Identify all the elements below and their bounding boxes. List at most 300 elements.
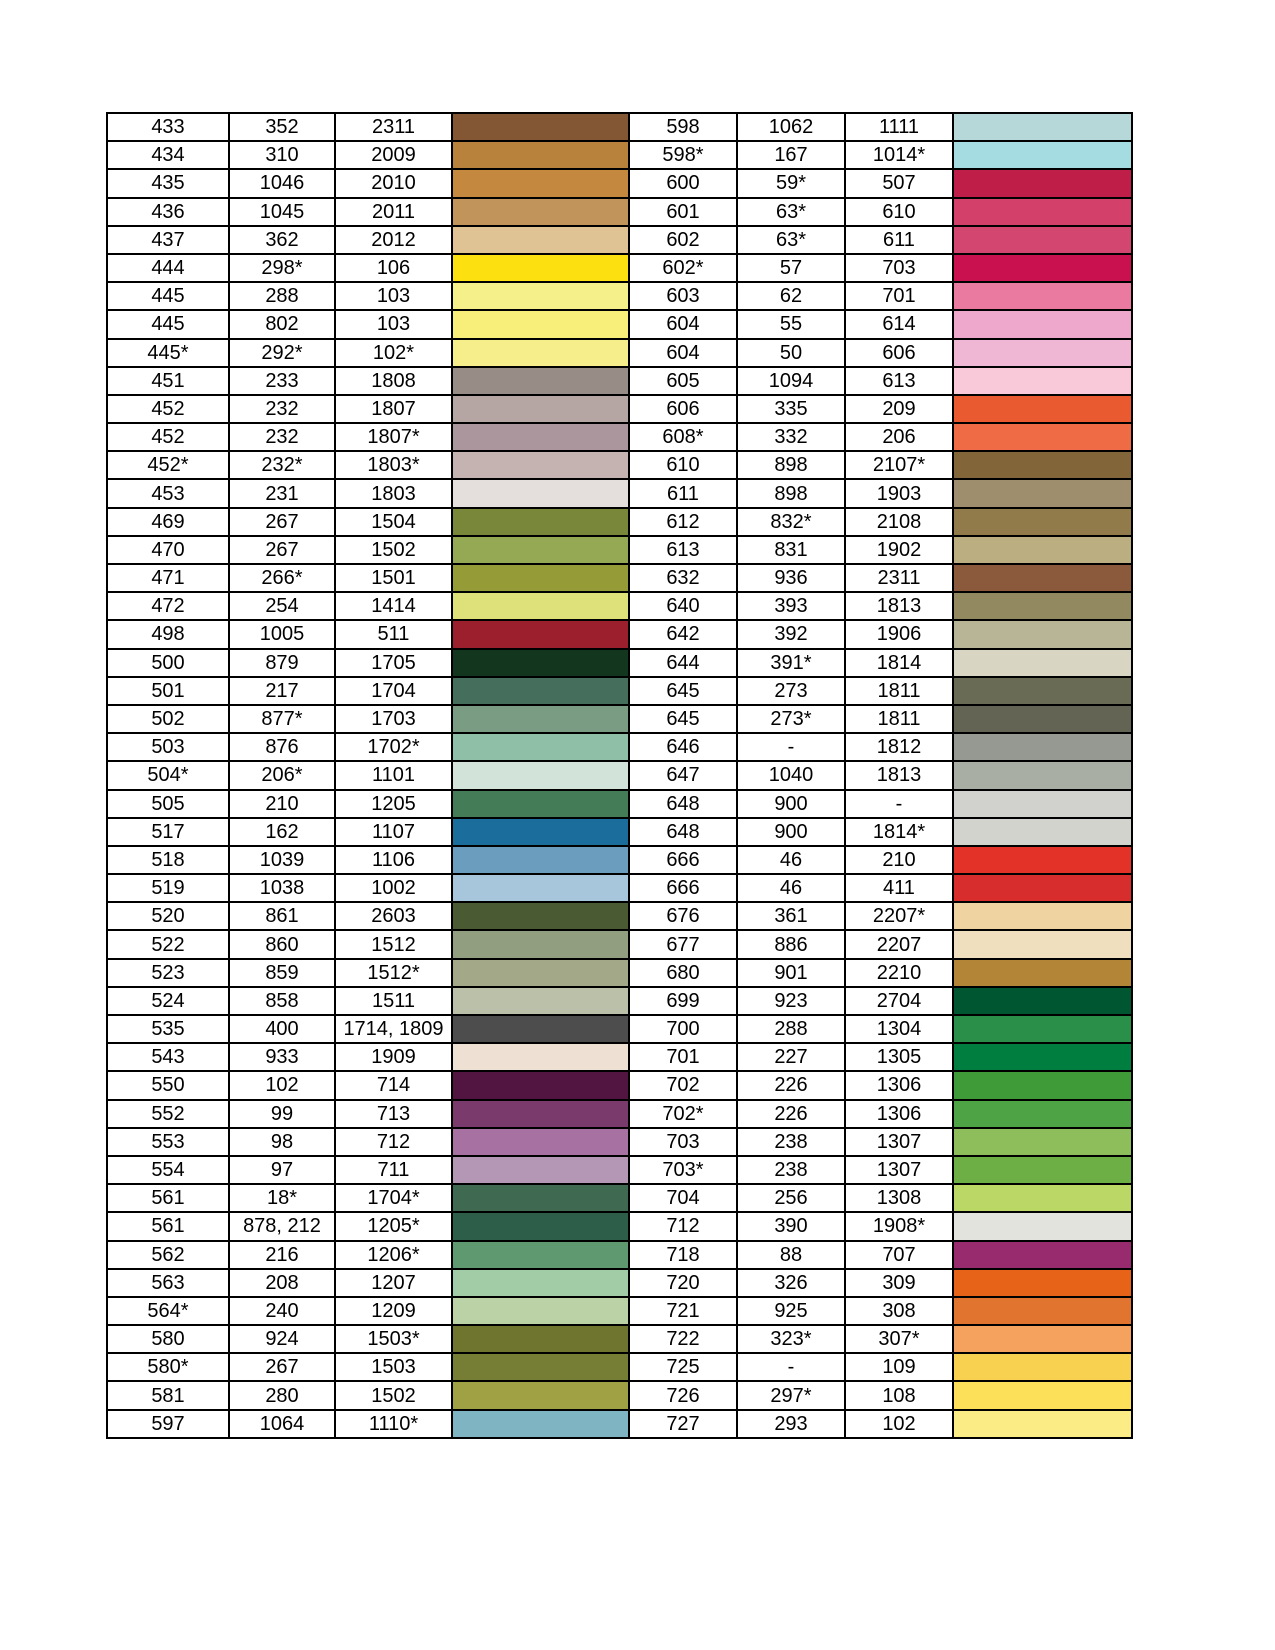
code-cell: 1902	[845, 536, 953, 564]
color-swatch	[452, 479, 629, 507]
code-cell: 1803	[335, 479, 452, 507]
code-cell: 238	[737, 1128, 845, 1156]
code-cell: 400	[229, 1015, 335, 1043]
code-cell: 802	[229, 310, 335, 338]
code-cell: 2009	[335, 141, 452, 169]
color-swatch	[452, 198, 629, 226]
code-cell: 901	[737, 959, 845, 987]
table-row	[107, 254, 1132, 282]
color-swatch	[953, 451, 1132, 479]
code-cell: 46	[737, 846, 845, 874]
code-cell: 501	[107, 677, 229, 705]
code-cell: 452	[107, 395, 229, 423]
code-cell: 452	[107, 423, 229, 451]
table-row	[107, 141, 1132, 169]
code-cell: 1504	[335, 508, 452, 536]
color-swatch	[953, 1410, 1132, 1438]
table-row	[107, 198, 1132, 226]
table-row	[107, 620, 1132, 648]
table-row	[107, 423, 1132, 451]
color-swatch	[953, 959, 1132, 987]
code-cell: 859	[229, 959, 335, 987]
code-cell: 1906	[845, 620, 953, 648]
table-row	[107, 310, 1132, 338]
table-row	[107, 226, 1132, 254]
code-cell: 518	[107, 846, 229, 874]
code-cell: 1205*	[335, 1212, 452, 1240]
code-cell: 898	[737, 451, 845, 479]
code-cell: 288	[737, 1015, 845, 1043]
code-cell: 59*	[737, 169, 845, 197]
code-cell: 1206*	[335, 1241, 452, 1269]
code-cell: 217	[229, 677, 335, 705]
code-cell: 933	[229, 1043, 335, 1071]
code-cell: 2704	[845, 987, 953, 1015]
code-cell: 2107*	[845, 451, 953, 479]
code-cell: 50	[737, 339, 845, 367]
table-row	[107, 930, 1132, 958]
code-cell: 226	[737, 1071, 845, 1099]
color-swatch	[452, 1015, 629, 1043]
code-cell: 310	[229, 141, 335, 169]
table-row	[107, 339, 1132, 367]
color-swatch	[452, 959, 629, 987]
code-cell: 435	[107, 169, 229, 197]
code-cell: 1702*	[335, 733, 452, 761]
code-cell: 713	[335, 1100, 452, 1128]
code-cell: 523	[107, 959, 229, 987]
code-cell: 1094	[737, 367, 845, 395]
color-swatch	[953, 1297, 1132, 1325]
code-cell: 645	[629, 677, 737, 705]
code-cell: 1107	[335, 818, 452, 846]
code-cell: 612	[629, 508, 737, 536]
code-cell: 2603	[335, 902, 452, 930]
code-cell: 564*	[107, 1297, 229, 1325]
code-cell: 1705	[335, 649, 452, 677]
code-cell: 434	[107, 141, 229, 169]
code-cell: 831	[737, 536, 845, 564]
code-cell: 1813	[845, 761, 953, 789]
code-cell: 610	[845, 198, 953, 226]
table-row	[107, 113, 1132, 141]
code-cell: 517	[107, 818, 229, 846]
code-cell: 1502	[335, 1381, 452, 1409]
color-swatch	[452, 451, 629, 479]
color-swatch	[953, 508, 1132, 536]
table-row	[107, 1241, 1132, 1269]
table-row	[107, 1269, 1132, 1297]
code-cell: 1110*	[335, 1410, 452, 1438]
code-cell: 886	[737, 930, 845, 958]
code-cell: 1101	[335, 761, 452, 789]
code-cell: 451	[107, 367, 229, 395]
color-swatch	[452, 169, 629, 197]
code-cell: 676	[629, 902, 737, 930]
color-swatch	[953, 1241, 1132, 1269]
code-cell: 309	[845, 1269, 953, 1297]
color-swatch	[953, 649, 1132, 677]
color-swatch	[953, 1128, 1132, 1156]
code-cell: 1803*	[335, 451, 452, 479]
code-cell: 535	[107, 1015, 229, 1043]
color-swatch	[953, 930, 1132, 958]
color-swatch	[452, 987, 629, 1015]
code-cell: 606	[629, 395, 737, 423]
code-cell: 603	[629, 282, 737, 310]
code-cell: 645	[629, 705, 737, 733]
code-cell: 108	[845, 1381, 953, 1409]
code-cell: 307*	[845, 1325, 953, 1353]
code-cell: 936	[737, 564, 845, 592]
code-cell: 543	[107, 1043, 229, 1071]
code-cell: 1306	[845, 1100, 953, 1128]
code-cell: 361	[737, 902, 845, 930]
table-row	[107, 1297, 1132, 1325]
color-swatch	[452, 1353, 629, 1381]
code-cell: 858	[229, 987, 335, 1015]
table-row	[107, 761, 1132, 789]
table-row	[107, 677, 1132, 705]
code-cell: 878, 212	[229, 1212, 335, 1240]
code-cell: 280	[229, 1381, 335, 1409]
color-swatch	[953, 282, 1132, 310]
code-cell: 504*	[107, 761, 229, 789]
color-swatch	[953, 846, 1132, 874]
code-cell: 1307	[845, 1128, 953, 1156]
code-cell: 550	[107, 1071, 229, 1099]
color-swatch	[452, 564, 629, 592]
table-row	[107, 282, 1132, 310]
code-cell: 602*	[629, 254, 737, 282]
code-cell: 391*	[737, 649, 845, 677]
code-cell: 721	[629, 1297, 737, 1325]
color-swatch	[953, 818, 1132, 846]
code-cell: 1808	[335, 367, 452, 395]
code-cell: 524	[107, 987, 229, 1015]
code-cell: 699	[629, 987, 737, 1015]
code-cell: 298*	[229, 254, 335, 282]
code-cell: 326	[737, 1269, 845, 1297]
code-cell: 703*	[629, 1156, 737, 1184]
table-row	[107, 1156, 1132, 1184]
code-cell: 103	[335, 282, 452, 310]
code-cell: 602	[629, 226, 737, 254]
code-cell: 642	[629, 620, 737, 648]
code-cell: 601	[629, 198, 737, 226]
color-swatch	[953, 1156, 1132, 1184]
code-cell: 900	[737, 818, 845, 846]
code-cell: 232	[229, 395, 335, 423]
code-cell: 606	[845, 339, 953, 367]
color-swatch	[452, 761, 629, 789]
code-cell: 99	[229, 1100, 335, 1128]
color-swatch	[953, 226, 1132, 254]
code-cell: 323*	[737, 1325, 845, 1353]
color-swatch	[452, 790, 629, 818]
code-cell: 712	[629, 1212, 737, 1240]
color-swatch	[452, 1269, 629, 1297]
code-cell: 507	[845, 169, 953, 197]
code-cell: 680	[629, 959, 737, 987]
table-row	[107, 1381, 1132, 1409]
color-swatch	[452, 592, 629, 620]
color-swatch	[452, 310, 629, 338]
code-cell: 1064	[229, 1410, 335, 1438]
code-cell: 208	[229, 1269, 335, 1297]
code-cell: 206*	[229, 761, 335, 789]
color-swatch	[953, 592, 1132, 620]
code-cell: 1014*	[845, 141, 953, 169]
table-row	[107, 1212, 1132, 1240]
color-swatch	[452, 620, 629, 648]
color-swatch	[953, 705, 1132, 733]
color-swatch	[953, 987, 1132, 1015]
code-cell: 452*	[107, 451, 229, 479]
color-swatch	[953, 423, 1132, 451]
code-cell: 1046	[229, 169, 335, 197]
code-cell: 240	[229, 1297, 335, 1325]
code-cell: 102	[229, 1071, 335, 1099]
color-swatch	[452, 649, 629, 677]
color-swatch	[953, 874, 1132, 902]
code-cell: 704	[629, 1184, 737, 1212]
table-row	[107, 592, 1132, 620]
code-cell: 646	[629, 733, 737, 761]
color-swatch	[953, 1353, 1132, 1381]
code-cell: 597	[107, 1410, 229, 1438]
color-swatch	[953, 113, 1132, 141]
code-cell: 1903	[845, 479, 953, 507]
table-row	[107, 451, 1132, 479]
code-cell: 437	[107, 226, 229, 254]
code-cell: 580	[107, 1325, 229, 1353]
color-swatch	[452, 367, 629, 395]
code-cell: 500	[107, 649, 229, 677]
code-cell: 1704	[335, 677, 452, 705]
table-row	[107, 1410, 1132, 1438]
code-cell: 722	[629, 1325, 737, 1353]
table-row	[107, 790, 1132, 818]
color-conversion-table	[106, 112, 1133, 1439]
code-cell: 1045	[229, 198, 335, 226]
code-cell: 445*	[107, 339, 229, 367]
color-swatch	[452, 141, 629, 169]
code-cell: 335	[737, 395, 845, 423]
code-cell: 57	[737, 254, 845, 282]
code-cell: 1038	[229, 874, 335, 902]
table-row	[107, 508, 1132, 536]
code-cell: 1207	[335, 1269, 452, 1297]
code-cell: 701	[629, 1043, 737, 1071]
color-swatch	[953, 1100, 1132, 1128]
code-cell: 232	[229, 423, 335, 451]
color-swatch	[452, 395, 629, 423]
table-row	[107, 1100, 1132, 1128]
code-cell: 703	[845, 254, 953, 282]
code-cell: 580*	[107, 1353, 229, 1381]
color-swatch	[953, 564, 1132, 592]
code-cell: 109	[845, 1353, 953, 1381]
color-swatch	[452, 226, 629, 254]
code-cell: 472	[107, 592, 229, 620]
code-cell: 267	[229, 508, 335, 536]
code-cell: 63*	[737, 226, 845, 254]
code-cell: 1503	[335, 1353, 452, 1381]
code-cell: 561	[107, 1184, 229, 1212]
code-cell: 562	[107, 1241, 229, 1269]
code-cell: 2207	[845, 930, 953, 958]
code-cell: 598	[629, 113, 737, 141]
code-cell: 726	[629, 1381, 737, 1409]
code-cell: 701	[845, 282, 953, 310]
table-row	[107, 1325, 1132, 1353]
color-swatch	[953, 367, 1132, 395]
code-cell: 444	[107, 254, 229, 282]
color-swatch	[452, 1381, 629, 1409]
code-cell: 445	[107, 282, 229, 310]
code-cell: 876	[229, 733, 335, 761]
color-swatch	[452, 846, 629, 874]
color-swatch	[953, 339, 1132, 367]
code-cell: 1308	[845, 1184, 953, 1212]
color-swatch	[452, 1297, 629, 1325]
code-cell: 614	[845, 310, 953, 338]
code-cell: 98	[229, 1128, 335, 1156]
color-swatch	[953, 198, 1132, 226]
table-row	[107, 846, 1132, 874]
color-swatch	[452, 874, 629, 902]
code-cell: 267	[229, 1353, 335, 1381]
code-cell: 103	[335, 310, 452, 338]
code-cell: 1106	[335, 846, 452, 874]
code-cell: 700	[629, 1015, 737, 1043]
code-cell: 206	[845, 423, 953, 451]
code-cell: 718	[629, 1241, 737, 1269]
code-cell: 711	[335, 1156, 452, 1184]
code-cell: 273	[737, 677, 845, 705]
color-swatch	[452, 930, 629, 958]
code-cell: 88	[737, 1241, 845, 1269]
code-cell: 97	[229, 1156, 335, 1184]
code-cell: 55	[737, 310, 845, 338]
color-swatch	[953, 1325, 1132, 1353]
table-row	[107, 1353, 1132, 1381]
code-cell: 2108	[845, 508, 953, 536]
code-cell: 227	[737, 1043, 845, 1071]
table-row	[107, 1184, 1132, 1212]
color-swatch	[953, 733, 1132, 761]
code-cell: 162	[229, 818, 335, 846]
code-cell: -	[737, 1353, 845, 1381]
code-cell: 2311	[845, 564, 953, 592]
color-swatch	[452, 536, 629, 564]
code-cell: 46	[737, 874, 845, 902]
table-row	[107, 818, 1132, 846]
code-cell: 167	[737, 141, 845, 169]
code-cell: 727	[629, 1410, 737, 1438]
code-cell: 352	[229, 113, 335, 141]
code-cell: 522	[107, 930, 229, 958]
code-cell: 1111	[845, 113, 953, 141]
color-swatch	[953, 1184, 1132, 1212]
code-cell: 308	[845, 1297, 953, 1325]
code-cell: 102*	[335, 339, 452, 367]
code-cell: 1039	[229, 846, 335, 874]
color-swatch	[953, 902, 1132, 930]
code-cell: 702*	[629, 1100, 737, 1128]
color-swatch	[452, 1043, 629, 1071]
code-cell: 554	[107, 1156, 229, 1184]
code-cell: 1502	[335, 536, 452, 564]
code-cell: 640	[629, 592, 737, 620]
code-cell: 610	[629, 451, 737, 479]
code-cell: 62	[737, 282, 845, 310]
color-swatch	[953, 677, 1132, 705]
code-cell: 18*	[229, 1184, 335, 1212]
table-row	[107, 367, 1132, 395]
table-row	[107, 649, 1132, 677]
color-swatch	[452, 1410, 629, 1438]
code-cell: 102	[845, 1410, 953, 1438]
code-cell: 393	[737, 592, 845, 620]
color-swatch	[452, 818, 629, 846]
code-cell: 233	[229, 367, 335, 395]
table-row	[107, 169, 1132, 197]
code-cell: 519	[107, 874, 229, 902]
color-swatch	[953, 395, 1132, 423]
code-cell: 293	[737, 1410, 845, 1438]
table-row	[107, 479, 1132, 507]
table-row	[107, 1015, 1132, 1043]
code-cell: 552	[107, 1100, 229, 1128]
code-cell: 1307	[845, 1156, 953, 1184]
color-swatch	[452, 113, 629, 141]
code-cell: 1807*	[335, 423, 452, 451]
code-cell: 605	[629, 367, 737, 395]
code-cell: 1812	[845, 733, 953, 761]
code-cell: 924	[229, 1325, 335, 1353]
code-cell: 1005	[229, 620, 335, 648]
code-cell: 1811	[845, 705, 953, 733]
code-cell: 1209	[335, 1297, 452, 1325]
color-swatch	[953, 141, 1132, 169]
code-cell: 1040	[737, 761, 845, 789]
code-cell: 231	[229, 479, 335, 507]
color-swatch	[452, 423, 629, 451]
code-cell: 600	[629, 169, 737, 197]
code-cell: 226	[737, 1100, 845, 1128]
color-swatch	[953, 1043, 1132, 1071]
table-row	[107, 987, 1132, 1015]
table-row	[107, 1043, 1132, 1071]
code-cell: 1512*	[335, 959, 452, 987]
code-cell: 925	[737, 1297, 845, 1325]
color-swatch	[452, 1212, 629, 1240]
code-cell: 725	[629, 1353, 737, 1381]
code-cell: 1002	[335, 874, 452, 902]
code-cell: 292*	[229, 339, 335, 367]
code-cell: 898	[737, 479, 845, 507]
code-cell: 2011	[335, 198, 452, 226]
code-cell: 2311	[335, 113, 452, 141]
code-cell: 210	[845, 846, 953, 874]
color-swatch	[452, 1071, 629, 1099]
code-cell: 1414	[335, 592, 452, 620]
code-cell: 1703	[335, 705, 452, 733]
color-swatch	[452, 1325, 629, 1353]
code-cell: 267	[229, 536, 335, 564]
